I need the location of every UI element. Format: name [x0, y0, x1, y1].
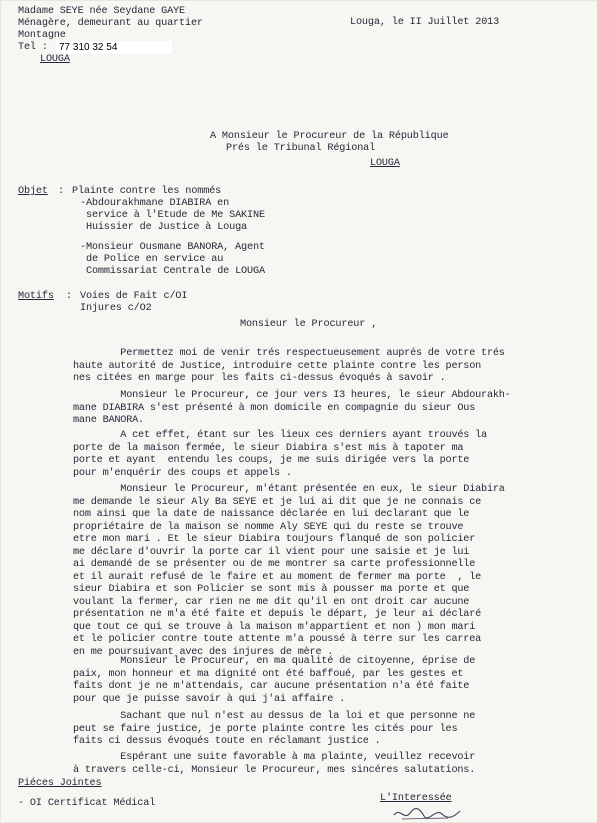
objet-line-4: Huissier de Justice à Louga — [86, 222, 248, 233]
paragraph-4: Monsieur le Procureur, m'étant présentée en eux, le sieur Diabira me demande le sieur Aly Ba SEYE et je lui ai dit que je ne connais ce nom ainsi que la date de naissance déclarée en lui declarant que le propriétaire de la maison se nomme Aly SEYE qui du reste se trouve etre mon mari . Et le sieur Diabira toujours flanqué de son policier me déclare d'ouvrir la porte car il vient pour une saisie et je lui ai demandé de se présenter ou de me montrer sa carte professionnelle et il aurait refusé de le faire et au moment de fermer ma porte , le sieur Diabira et son Policier se sont mis à pousser ma porte et que voulant la fermer, car rien ne me dit qu'il en ont droit car aucune présentation ne m'a été faite et depuis le départ, je leur ai déclaré que tout ce qui se trouve à la maison m'appartient et non ) mon mari et le policier contre toute attente m'a poussé à terre sur les carrea en me poursuivant avec des injures de mère . — [73, 484, 505, 658]
paragraph-1: Permettez moi de venir trés respectueusement auprés de votre trés haute autorité de Justice, introduire cette plainte contre les person nes citées en marge pour les faits ci-dessus évoqués à savoir . — [73, 348, 505, 384]
sender-name: Madame SEYE née Seydane GAYE — [18, 6, 185, 17]
pieces-jointes-item: - OI Certificat Médical — [18, 798, 156, 809]
recipient-line-2: Prés le Tribunal Régional — [226, 143, 376, 154]
objet-label: Objet — [18, 186, 48, 197]
paragraph-3: A cet effet, étant sur les lieux ces derniers ayant trouvés la porte de la maison fermée, le sieur Diabira s'est mis à tapoter ma porte et ayant entendu les coups, je me suis dirigée vers la porte pour m'enquérir des coups et appels . — [73, 430, 487, 479]
objet-line-1: Plainte contre les nommés — [72, 186, 222, 197]
salutation: Monsieur le Procureur , — [240, 319, 378, 330]
objet-separator: : — [58, 186, 64, 197]
motifs-label: Motifs — [18, 291, 54, 302]
sender-occupation: Ménagère, demeurant au quartier — [18, 18, 203, 29]
objet-line-7: de Police en service au — [86, 254, 224, 265]
sender-phone-number: 77 310 32 54 — [56, 41, 172, 54]
motifs-separator: : — [66, 291, 72, 302]
signature-label: L'Interessée — [380, 793, 452, 804]
objet-line-6: -Monsieur Ousmane BANORA, Agent — [80, 242, 265, 253]
sender-quarter: Montagne — [18, 30, 66, 41]
sender-city: LOUGA — [40, 54, 70, 65]
objet-line-3: service à l'Etude de Me SAKINE — [86, 210, 265, 221]
pieces-jointes-label: Piéces Jointes — [18, 778, 102, 789]
sender-tel-label: Tel : — [18, 42, 48, 53]
objet-line-8: Commissariat Centrale de LOUGA — [86, 266, 265, 277]
objet-line-2: -Abdourakhmane DIABIRA en — [80, 198, 230, 209]
paragraph-7: Espérant une suite favorable à ma plainte, veuillez recevoir à travers celle-ci, Monsieur le Procureur, mes sincéres salutations. — [73, 752, 476, 776]
motifs-line-1: Voies de Fait c/OI — [80, 291, 188, 302]
recipient-city: LOUGA — [370, 158, 400, 169]
motifs-line-2: Injures c/O2 — [80, 303, 152, 314]
date-line: Louga, le II Juillet 2013 — [350, 17, 500, 28]
handwritten-signature — [392, 805, 462, 823]
paragraph-6: Sachant que nul n'est au dessus de la loi et que personne ne peut se faire justice, je porte plainte contre les cités pour les faits ci dessus évoqués toute en réclamant justice . — [73, 711, 476, 747]
paragraph-2: Monsieur le Procureur, ce jour vers I3 heures, le sieur Abdourakh- mane DIABIRA s'est présenté à mon domicile en compagnie du sieur Ous mane BANORA. — [73, 390, 511, 426]
paragraph-5: Monsieur le Procureur, en ma qualité de citoyenne, éprise de paix, mon honneur et ma dignité ont été baffoué, par les gestes et faits dont je ne m'attendais, car aucune présentation n'a été faite pour que je puisse savoir à qui j'ai affaire . — [73, 656, 476, 705]
recipient-line-1: A Monsieur le Procureur de la République — [210, 131, 449, 142]
